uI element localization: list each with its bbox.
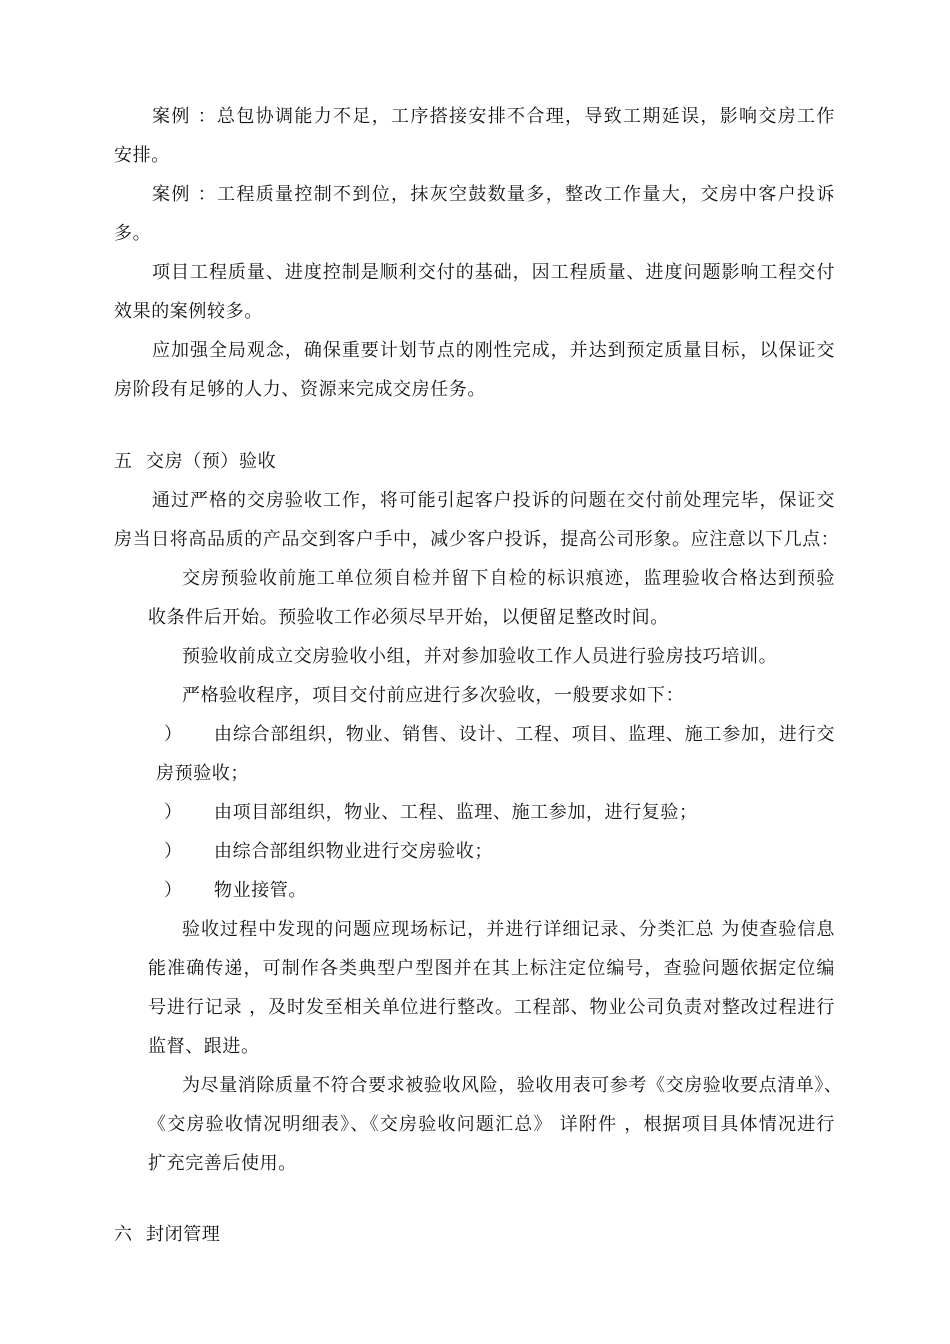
paragraph-line: 房阶段有足够的人力、资源来完成交房任务。 — [114, 379, 486, 400]
paragraph-line: 监督、跟进。 — [148, 1036, 260, 1057]
paragraph-line: 为尽量消除质量不符合要求被验收风险，验收用表可参考《交房验收要点清单》、 — [182, 1075, 843, 1096]
paragraph-line: 预验收前成立交房验收小组，并对参加验收工作人员进行验房技巧培训。 — [182, 646, 778, 667]
paragraph-line: 案例 ：总包协调能力不足，工序搭接安排不合理，导致工期延误，影响交房工作 — [152, 106, 835, 127]
paragraph-line: 能准确传递，可制作各类典型户型图并在其上标注定位编号，查验问题依据定位编 — [148, 958, 835, 979]
paragraph-line: 验收过程中发现的问题应现场标记，并进行详细记录、分类汇总 为使查验信息 — [182, 919, 835, 940]
paragraph-line: 号进行记录 ，及时发至相关单位进行整改。工程部、物业公司负责对整改过程进行 — [148, 997, 835, 1018]
list-marker: ） — [164, 880, 183, 901]
paragraph-line: 房当日将高品质的产品交到客户手中，减少客户投诉，提高公司形象。应注意以下几点： — [114, 529, 840, 550]
paragraph-line: 效果的案例较多。 — [114, 301, 263, 322]
paragraph-line: 《交房验收情况明细表》、《交房验收问题汇总》 详附件 ，根据项目具体情况进行 — [148, 1114, 835, 1135]
section-title: 交房（预）验收 — [146, 451, 277, 472]
paragraph-line: 扩充完善后使用。 — [148, 1153, 297, 1174]
paragraph-line: 房预验收； — [156, 763, 249, 784]
section-number: 五 — [114, 451, 133, 472]
list-marker: ） — [164, 841, 183, 862]
paragraph-line: 项目工程质量、进度控制是顺利交付的基础，因工程质量、进度问题影响工程交付 — [152, 262, 835, 283]
paragraph-line: 由综合部组织物业进行交房验收； — [214, 841, 493, 862]
paragraph-line: 应加强全局观念，确保重要计划节点的刚性完成，并达到预定质量目标，以保证交 — [152, 340, 835, 361]
list-marker: ） — [164, 724, 183, 745]
paragraph-line: 案例 ：工程质量控制不到位，抹灰空鼓数量多，整改工作量大，交房中客户投诉 — [152, 184, 835, 205]
paragraph-line: 安排。 — [114, 145, 170, 166]
paragraph-line: 物业接管。 — [214, 880, 307, 901]
list-marker: ） — [164, 802, 183, 823]
paragraph-line: 由综合部组织，物业、销售、设计、工程、项目、监理、施工参加，进行交 — [214, 724, 835, 745]
paragraph-line: 通过严格的交房验收工作，将可能引起客户投诉的问题在交付前处理完毕，保证交 — [152, 490, 835, 511]
section-title: 封闭管理 — [146, 1224, 221, 1245]
section-number: 六 — [114, 1224, 133, 1245]
paragraph-line: 收条件后开始。预验收工作必须尽早开始，以便留足整改时间。 — [148, 607, 669, 628]
paragraph-line: 严格验收程序，项目交付前应进行多次验收，一般要求如下： — [182, 685, 685, 706]
paragraph-line: 交房预验收前施工单位须自检并留下自检的标识痕迹，监理验收合格达到预验 — [182, 568, 835, 589]
paragraph-line: 多。 — [114, 223, 152, 244]
paragraph-line: 由项目部组织，物业、工程、监理、施工参加，进行复验； — [214, 802, 698, 823]
